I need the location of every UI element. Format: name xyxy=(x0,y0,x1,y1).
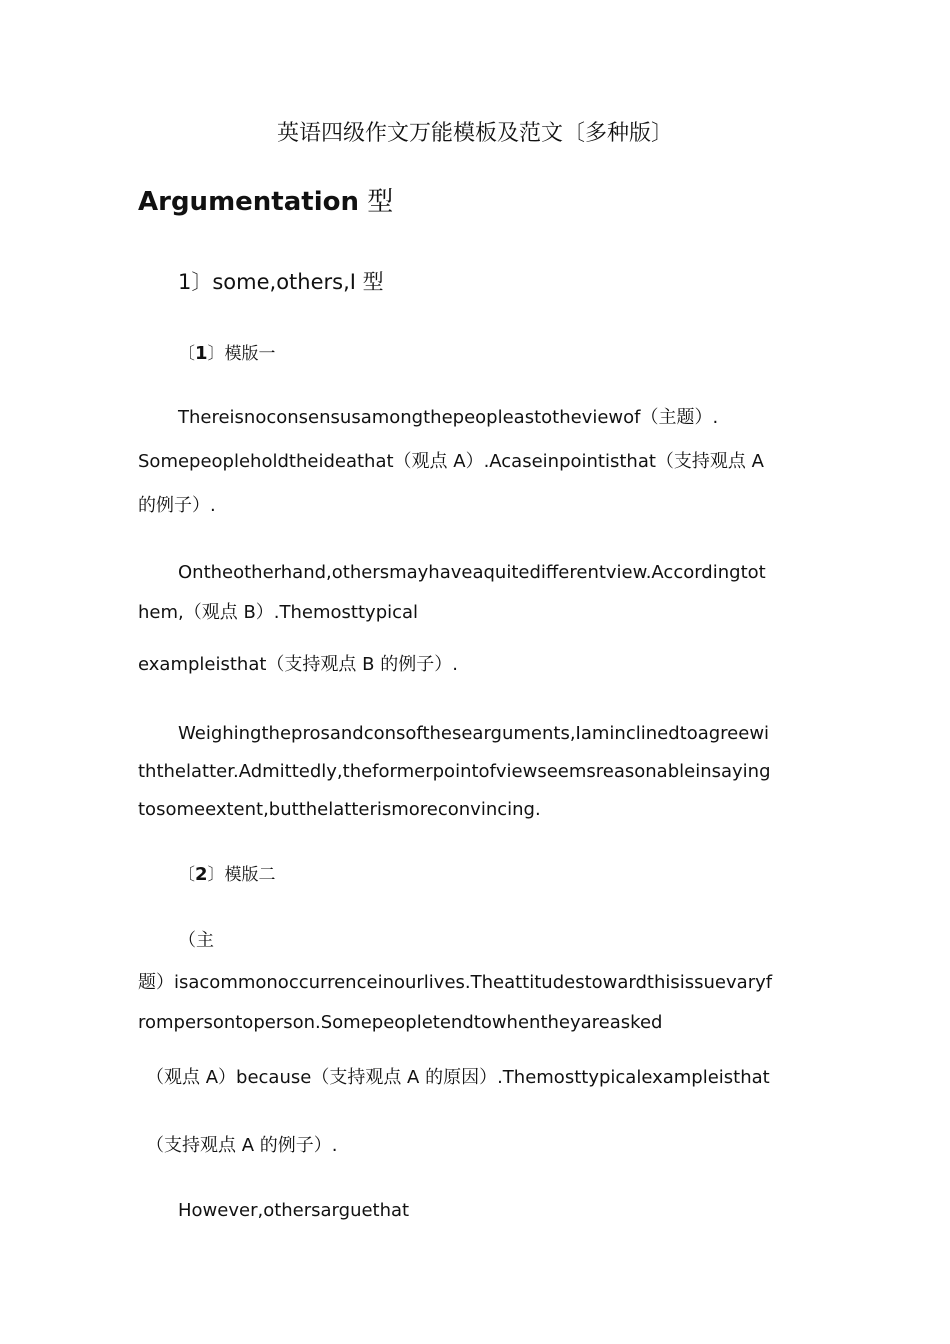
subsection-heading: 1〕some,others,I 型 xyxy=(178,270,384,294)
template2-p1-line5: （支持观点 A 的例子）. xyxy=(146,1135,338,1156)
template2-p1-line3: rompersontoperson.Somepeopletendtowhentheyareasked xyxy=(138,1012,663,1033)
template1-label xyxy=(178,342,276,366)
template1-p1-line3: 的例子）. xyxy=(138,495,216,516)
template1-p1-line2: Somepeopleholdtheideathat（观点 A）.Acaseinpointisthat（支持观点 A xyxy=(138,451,764,472)
section-heading xyxy=(138,186,393,218)
template1-p2-line1: Ontheotherhand,othersmayhaveaquitedifferentview.Accordingtot xyxy=(178,562,766,583)
document-title: 英语四级作文万能模板及范文〔多种版〕 xyxy=(276,121,673,146)
template1-label-open: 〔 xyxy=(178,344,195,364)
template2-label-rest: 〕模版二 xyxy=(207,865,276,885)
template2-p2-line1: However,othersarguethat xyxy=(178,1200,410,1221)
template1-p3-line2: ththelatter.Admittedly,theformerpointofviewseemsreasonableinsaying xyxy=(138,761,771,782)
template1-p1-line1: Thereisnoconsensusamongthepeopleastotheviewof（主题）. xyxy=(178,407,719,428)
template1-label-num: 1 xyxy=(195,343,208,364)
template1-label-rest: 〕模版一 xyxy=(207,344,276,364)
template2-label-num: 2 xyxy=(195,864,208,885)
template2-p1-line2: 题）isacommonoccurrenceinourlives.Theattitudestowardthisissuevaryf xyxy=(138,972,773,993)
template2-p1-line1: （主 xyxy=(178,930,214,951)
template2-label-open: 〔 xyxy=(178,865,195,885)
section-heading-cn: 型 xyxy=(367,187,394,217)
template1-p2-line3: exampleisthat（支持观点 B 的例子）. xyxy=(138,654,458,675)
template1-p2-line2: hem,（观点 B）.Themosttypical xyxy=(138,602,419,623)
template2-label xyxy=(178,863,276,887)
template1-p3-line3: tosomeextent,butthelatterismoreconvincing. xyxy=(138,799,541,820)
template1-p3-line1: Weighingtheprosandconsofthesearguments,Iaminclinedtoagreewi xyxy=(178,723,770,744)
template2-p1-line4: （观点 A）because（支持观点 A 的原因）.Themosttypicalexampleisthat xyxy=(146,1067,770,1088)
section-heading-en: Argumentation xyxy=(138,187,359,217)
